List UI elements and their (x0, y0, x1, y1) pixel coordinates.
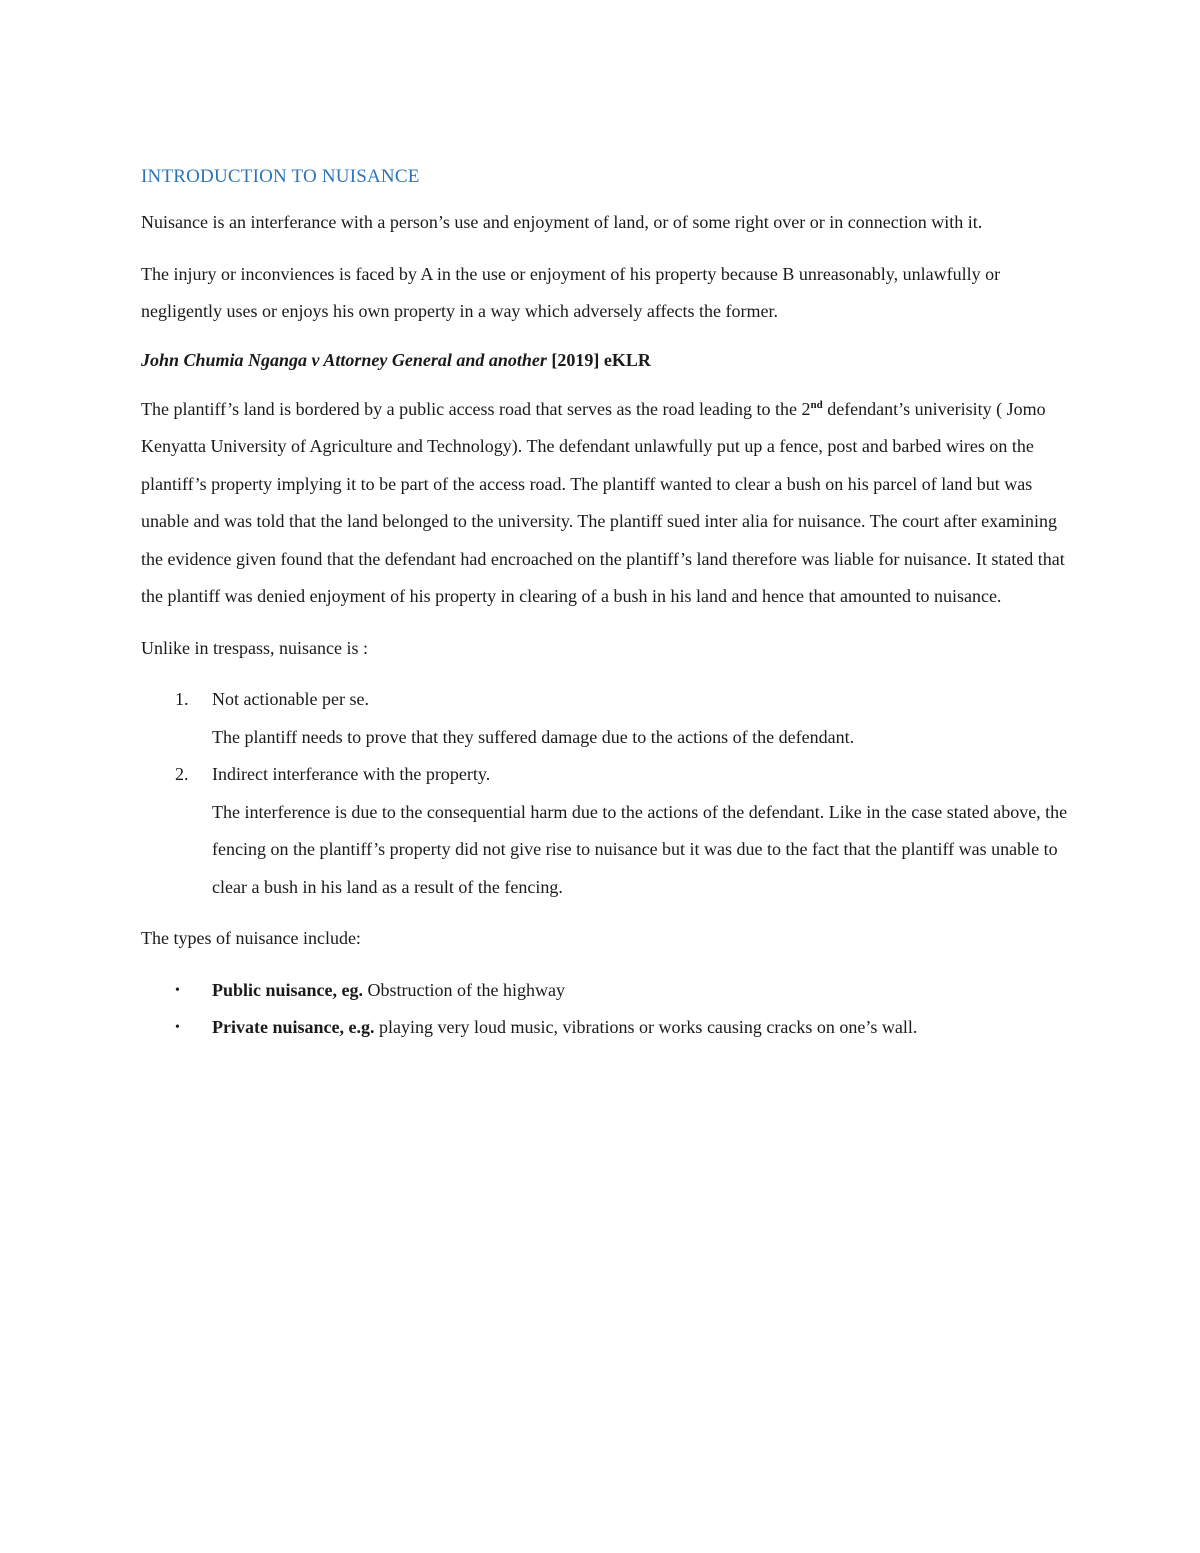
bullet-icon: • (175, 982, 180, 998)
case-summary-text-2: defendant’s univerisity ( Jomo Kenyatta University of Agriculture and Technology). The defendant unlawfully put up a fence, post and barbed wires on the plantiff’s property implying it to be part of the access road. The plantiff wanted to clear a bush on his parcel of land but was unable and was told that the land belonged to the university. The plantiff sued inter alia for nuisance. The court after examining the evidence given found that the defendant had encroached on the plantiff’s land therefore was liable for nuisance. It stated that the plantiff was denied enjoyment of his property in clearing of a bush in his land and hence that amounted to nuisance. (141, 398, 1065, 606)
bullet-text: Obstruction of the highway (363, 979, 565, 1000)
bullet-text: playing very loud music, vibrations or works causing cracks on one’s wall. (374, 1017, 918, 1037)
list-item (141, 1009, 1071, 1047)
list-number: 1. (175, 689, 189, 709)
bullet-icon: • (175, 1020, 180, 1035)
bullet-term: Private nuisance, e.g. (212, 1017, 375, 1037)
list-item-detail: The interference is due to the consequential harm due to the actions of the defendant. Like in the case stated above, the fencing on the plantiff’s property did not give rise to nuisance but it was due to the fact that the plantiff was unable to clear a bush in his land as a result of the fencing. (212, 801, 1068, 897)
list-item (141, 972, 1071, 1010)
types-intro: The types of nuisance include: (141, 928, 361, 948)
case-summary-paragraph (141, 391, 1071, 616)
section-heading: INTRODUCTION TO NUISANCE (141, 166, 420, 187)
case-summary-text-1: The plantiff’s land is bordered by a public access road that serves as the road leading to the 2 (141, 398, 811, 419)
bullet-term: Public nuisance, eg. (212, 979, 364, 1000)
numbered-list (141, 681, 1071, 906)
list-item (141, 756, 1071, 906)
bullet-list (141, 972, 1071, 1047)
list-item-detail: The plantiff needs to prove that they suffered damage due to the actions of the defendant. (212, 726, 855, 747)
list-item (141, 681, 1071, 756)
definition-paragraph: Nuisance is an interferance with a person’s use and enjoyment of land, or of some right over or in connection with it. (141, 212, 983, 232)
document-page (141, 162, 1071, 1047)
ordinal-superscript: nd (810, 398, 823, 411)
case-name: John Chumia Nganga v Attorney General and another (141, 349, 547, 370)
list-item-title: Indirect interferance with the property. (212, 764, 491, 784)
case-reference: [2019] eKLR (546, 349, 651, 370)
list-item-title: Not actionable per se. (212, 689, 369, 709)
list-number: 2. (175, 764, 189, 784)
unlike-trespass-intro: Unlike in trespass, nuisance is : (141, 637, 368, 658)
case-citation (141, 345, 1071, 375)
explanation-paragraph: The injury or inconviences is faced by A in the use or enjoyment of his property because B unreasonably, unlawfully or negligently uses or enjoys his own property in a way which adversely affects the former. (141, 263, 1001, 321)
